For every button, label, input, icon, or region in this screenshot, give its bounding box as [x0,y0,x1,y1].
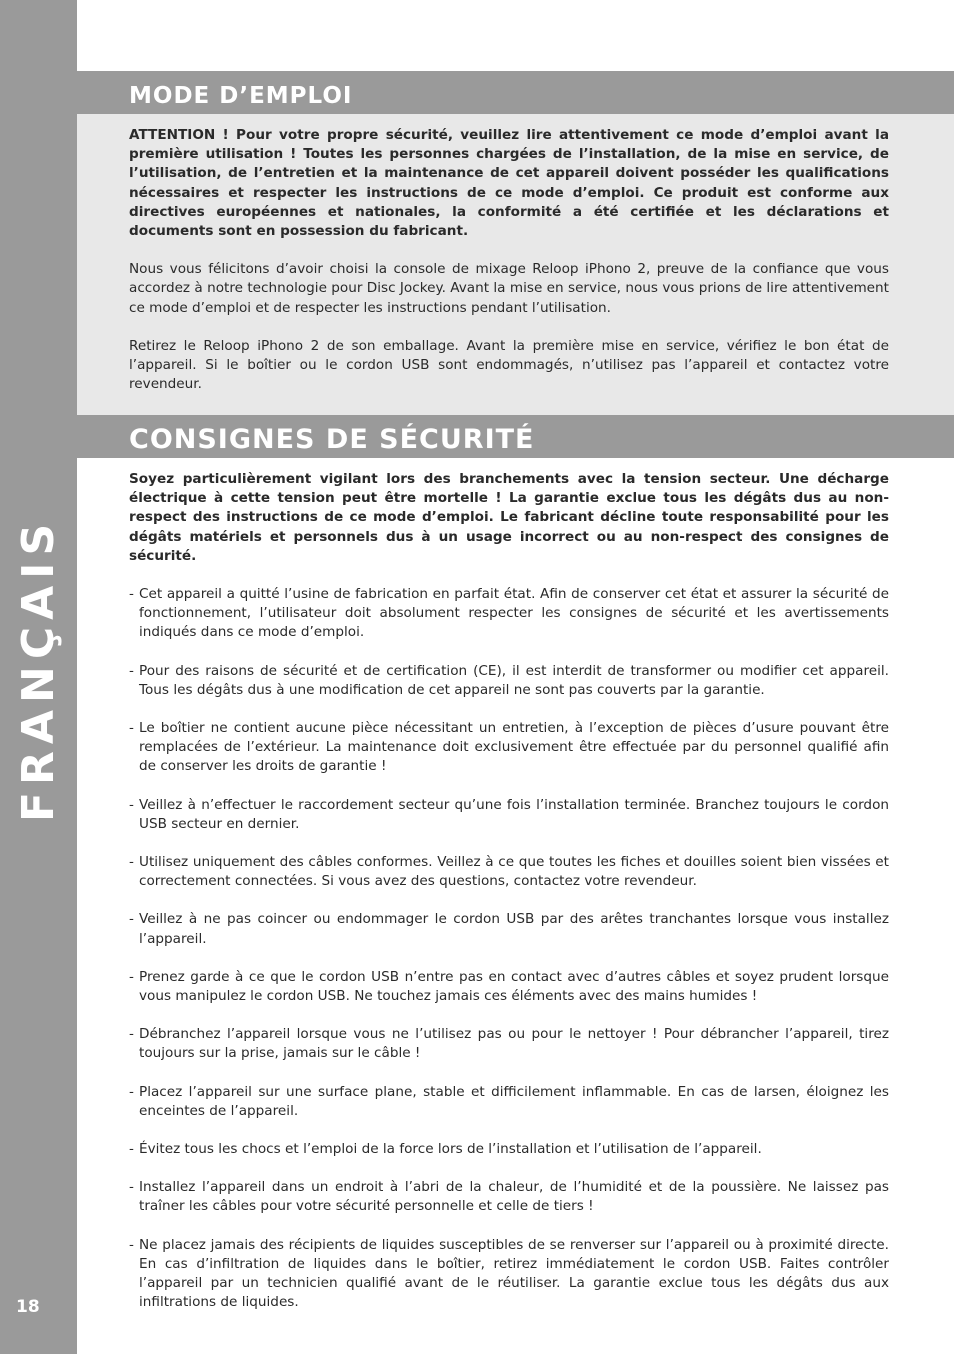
list-item [129,1236,889,1313]
list-item-text: Utilisez uniquement des câbles conformes. Veillez à ce que toutes les fiches et douilles soient bien vissées et correctement connectées. Si vous avez des questions, contactez votre revendeur. [139,854,889,890]
bullet-dash: - [129,1141,134,1158]
bullet-dash: - [129,1026,134,1043]
page-number: 18 [16,1297,40,1317]
section-header-consignes [77,415,954,458]
language-label: FRANÇAIS [13,516,64,822]
warning-paragraph: ATTENTION ! Pour votre propre sécurité, veuillez lire attentivement ce mode d’emploi avant la première utilisation ! Toutes les personnes chargées de l’installation, de la mise en service, de l’utilisation, de l’entretien et la maintenance de cet appareil doivent posséder les qualifications nécessaires et respecter les instructions de ce mode d’emploi. Ce produit est conforme aux directives européennes et nationales, la conformité a été certifiée et les déclarations et documents sont en possession du fabricant. [129,127,889,240]
list-item-text: Prenez garde à ce que le cordon USB n’entre pas en contact avec d’autres câbles et soyez prudent lorsque vous manipulez le cordon USB. Ne touchez jamais ces éléments avec des mains humides ! [139,968,889,1005]
bullet-dash: - [129,1236,134,1253]
bullet-dash: - [129,720,134,737]
safety-list [129,585,889,1312]
bullet-dash: - [129,586,134,603]
body-paragraph: Retirez le Reloop iPhono 2 de son emballage. Avant la première mise en service, vérifiez le bon état de l’appareil. Si le boîtier ou le cordon USB sont endommagés, n’utilisez pas l’appareil et contactez votre revendeur. [129,337,889,393]
bullet-dash: - [129,1179,134,1196]
list-item-text: Le boîtier ne contient aucune pièce nécessitant un entretien, à l’exception de pièces d’usure pouvant être remplacées de l’extérieur. La maintenance doit exclusivement être effectuée par du personnel qualifié afin de conserver les droits de garantie ! [139,720,889,775]
list-item-text: Débranchez l’appareil lorsque vous ne l’utilisez pas ou pour le nettoyer ! Pour débrancher l’appareil, tirez toujours sur la prise, jamais sur le câble ! [139,1026,889,1062]
list-item-text: Cet appareil a quitté l’usine de fabrication en parfait état. Afin de conserver cet état et assurer la sécurité de fonctionnement, l’utilisateur doit absolument respecter les consignes de sécurité et les avertissements indiqués dans ce mode d’emploi. [139,586,889,641]
body-paragraph: Nous vous félicitons d’avoir choisi la console de mixage Reloop iPhono 2, preuve de la confiance que vous accordez à notre technologie pour Disc Jockey. Avant la mise en service, nous vous prions de lire attentivement ce mode d’emploi et de respecter les instructions pendant l’utilisation. [129,261,889,316]
list-item-text: Pour des raisons de sécurité et de certification (CE), il est interdit de transformer ou modifier cet appareil. Tous les dégâts dus à une modification de cet appareil ne sont pas couverts par la garantie. [139,662,889,698]
section-title: CONSIGNES DE SÉCURITÉ [129,424,535,455]
bullet-dash: - [129,796,134,813]
list-item-text: Veillez à n’effectuer le raccordement secteur qu’une fois l’installation terminée. Branchez toujours le cordon USB secteur en dernier. [139,796,889,832]
list-item-text: Veillez à ne pas coincer ou endommager le cordon USB par des arêtes tranchantes lorsque vous installez l’appareil. [139,911,889,947]
section-title: MODE D’EMPLOI [129,83,353,109]
section-body-consignes [129,470,889,1332]
list-item [129,719,889,777]
list-item [129,968,889,1006]
list-item [129,662,889,700]
list-item [129,1178,889,1216]
list-item [129,910,889,948]
list-item [129,1083,889,1121]
bullet-dash: - [129,968,134,985]
language-sidebar [0,0,77,1354]
bullet-dash: - [129,662,134,679]
bullet-dash: - [129,911,134,928]
bullet-dash: - [129,1083,134,1100]
warning-paragraph: Soyez particulièrement vigilant lors des branchements avec la tension secteur. Une décharge électrique à cette tension peut être mortelle ! La garantie exclue tous les dégâts dus au non-respect des instructions de ce mode d’emploi. Le fabricant décline toute responsabilité pour les dégâts matériels et personnels dus à un usage incorrect ou au non-respect des consignes de sécurité. [129,471,889,564]
list-item [129,1025,889,1063]
list-item [129,796,889,834]
bullet-dash: - [129,854,134,871]
list-item [129,585,889,643]
section-body-mode-emploi [129,126,889,413]
list-item-text: Placez l’appareil sur une surface plane, stable et difficilement inflammable. En cas de larsen, éloignez les enceintes de l’appareil. [139,1083,889,1119]
list-item [129,1140,889,1159]
list-item-text: Ne placez jamais des récipients de liquides susceptibles de se renverser sur l’appareil ou à proximité directe. En cas d’infiltration de liquides dans le boîtier, retirez immédiatement le cordon USB. Faites contrôler l’appareil par un technicien qualifié avant de le réutiliser. La garantie exclue tous les dégâts dus aux infiltrations de liquides. [139,1236,889,1311]
list-item-text: Installez l’appareil dans un endroit à l’abri de la chaleur, de l’humidité et de la poussière. Ne laissez pas traîner les câbles pour votre sécurité personnelle et celle de tiers ! [139,1179,889,1215]
section-header-mode-emploi [77,71,954,114]
list-item-text: Évitez tous les chocs et l’emploi de la force lors de l’installation et l’utilisation de l’appareil. [139,1141,762,1158]
list-item [129,853,889,891]
